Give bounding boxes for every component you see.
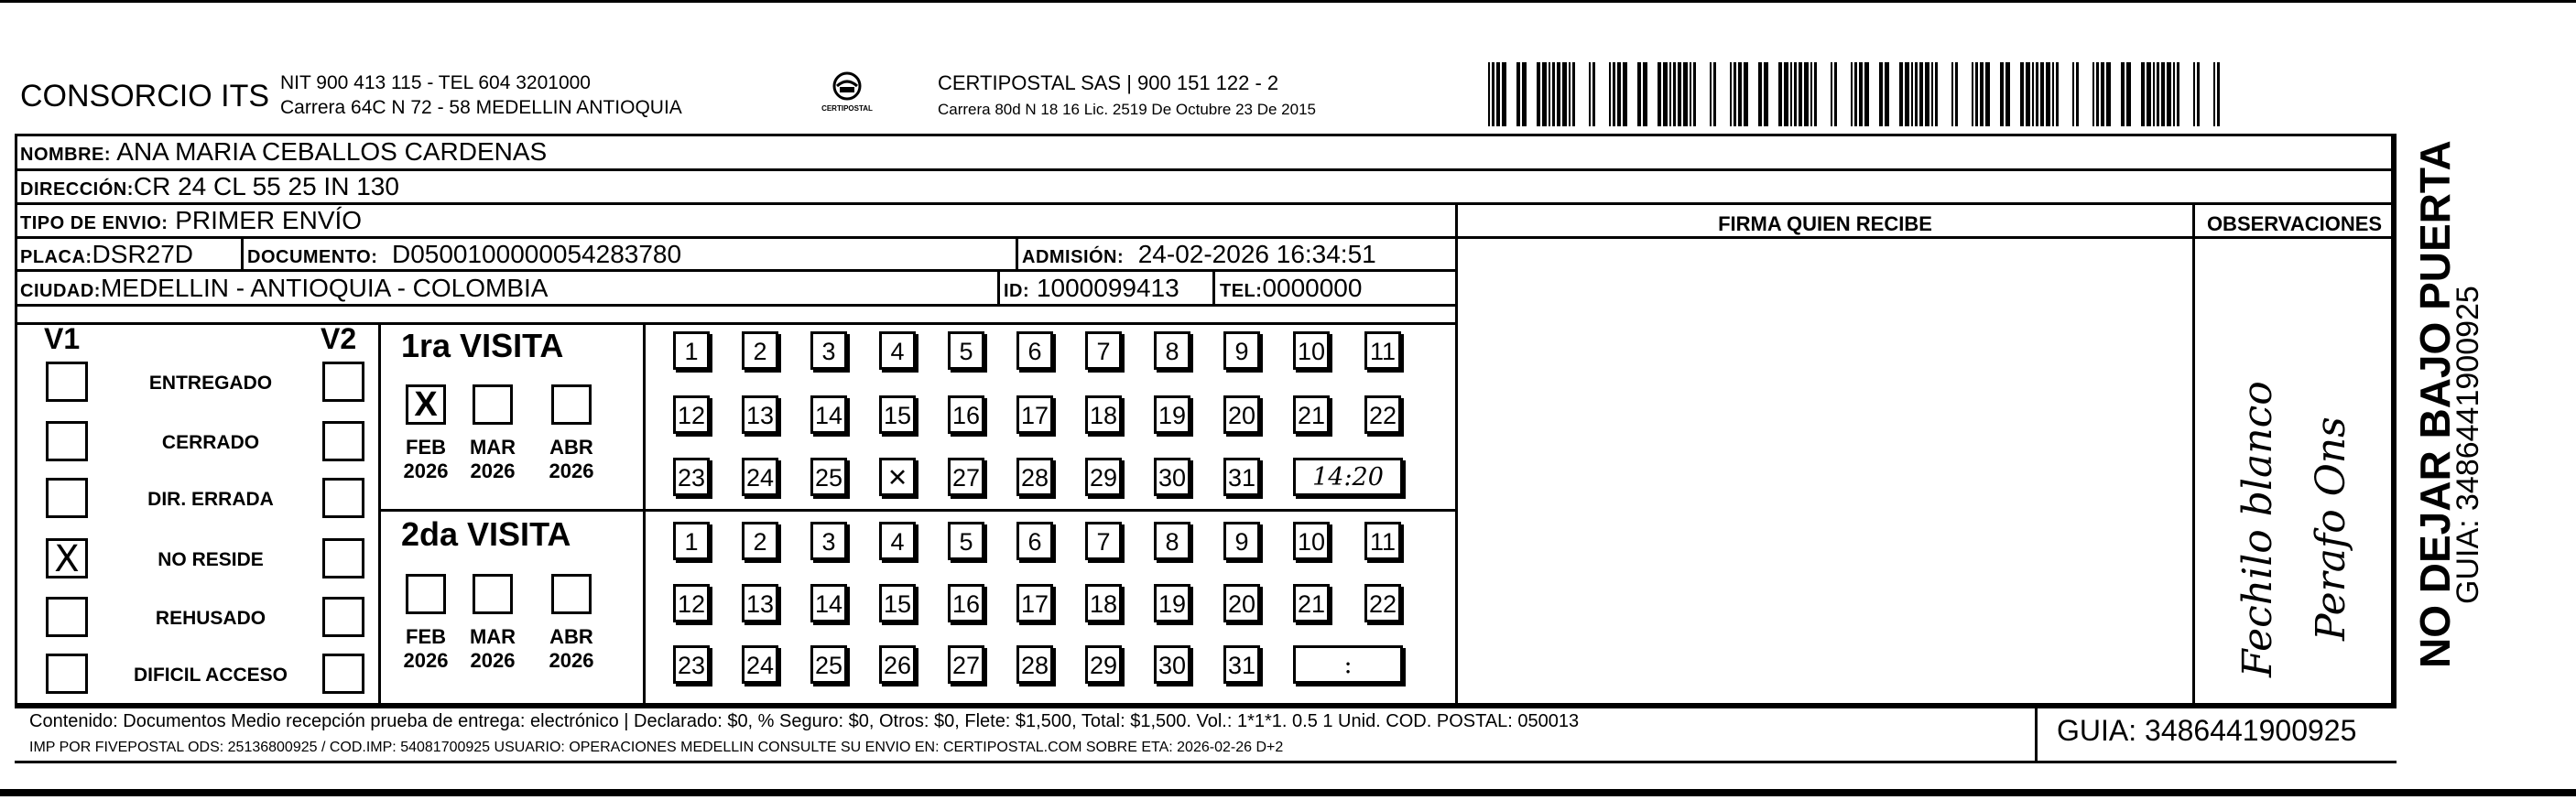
day-box[interactable]: 21 — [1293, 395, 1330, 434]
day-box[interactable]: 13 — [742, 395, 778, 434]
v2-checkbox[interactable] — [322, 478, 364, 518]
day-box[interactable]: 17 — [1016, 584, 1053, 622]
month-label: MAR — [469, 625, 516, 648]
footer-imp: IMP POR FIVEPOSTAL ODS: 25136800925 / COD.IMP: 54081700925 USUARIO: OPERACIONES MEDELLIN CONSULTE SU ENVIO EN: CERTIPOSTAL.COM SOBRE ETA: 2026-02-26 D+2 — [29, 740, 1284, 755]
v2-checkbox[interactable] — [322, 538, 364, 578]
day-box[interactable]: 5 — [948, 331, 984, 370]
v1-checkbox[interactable] — [46, 478, 88, 518]
day-box[interactable]: 14 — [810, 395, 847, 434]
month-checkbox[interactable] — [406, 384, 446, 425]
day-box[interactable]: 23 — [673, 458, 710, 496]
month-checkbox[interactable] — [473, 384, 513, 425]
day-box[interactable]: 20 — [1223, 395, 1260, 434]
day-box[interactable]: 31 — [1223, 645, 1260, 684]
v2-checkbox[interactable] — [322, 421, 364, 461]
day-box[interactable]: 11 — [1364, 522, 1401, 560]
tipo-envio-field: TIPO DE ENVIO: PRIMER ENVÍO — [20, 206, 363, 234]
carrier-address: Carrera 80d N 18 16 Lic. 2519 De Octubre 23 De 2015 — [938, 101, 1316, 118]
day-box[interactable]: 8 — [1154, 331, 1190, 370]
status-label: REHUSADO — [155, 608, 266, 629]
day-box[interactable]: 10 — [1293, 522, 1330, 560]
day-box[interactable]: 31 — [1223, 458, 1260, 496]
month-checkbox[interactable] — [406, 574, 446, 614]
day-box[interactable]: 12 — [673, 395, 710, 434]
day-box[interactable]: 2 — [742, 331, 778, 370]
status-label: DIFICIL ACCESO — [133, 665, 288, 686]
year-label: 2026 — [403, 459, 449, 482]
footer-contenido: Contenido: Documentos Medio recepción prueba de entrega: electrónico | Declarado: $0, % Seguro: $0, Otros: $0, Flete: $1,500, Total: $1,500. Vol.: 1*1*1. 0.5 1 Unid. COD. POSTAL: 050013 — [29, 711, 1580, 731]
day-box[interactable]: 15 — [879, 395, 916, 434]
scan-edge-bottom — [0, 789, 2576, 796]
v1-header: V1 — [44, 322, 81, 355]
day-box[interactable]: 11 — [1364, 331, 1401, 370]
day-box[interactable]: 18 — [1085, 584, 1122, 622]
firma-header: FIRMA QUIEN RECIBE — [1718, 212, 1932, 235]
id-value: 1000099413 — [1036, 274, 1179, 302]
day-box[interactable]: 23 — [673, 645, 710, 684]
documento-field: DOCUMENTO: D0500100000054283780 — [247, 240, 682, 268]
day-box[interactable]: 6 — [1016, 522, 1053, 560]
year-label: 2026 — [470, 459, 516, 482]
observation-handwriting-1: Fechilo blanco — [2234, 381, 2281, 677]
day-box-crossed[interactable]: ✕ — [879, 458, 916, 496]
status-label: NO RESIDE — [158, 549, 264, 570]
v1-checkbox[interactable] — [46, 421, 88, 461]
month-label: MAR — [469, 436, 516, 459]
day-box[interactable]: 16 — [948, 584, 984, 622]
ciudad-field: CIUDAD:MEDELLIN - ANTIOQUIA - COLOMBIA — [20, 274, 549, 302]
day-box[interactable]: 9 — [1223, 522, 1260, 560]
month-label: FEB — [406, 436, 446, 459]
day-box[interactable]: 1 — [673, 522, 710, 560]
tel-value: 0000000 — [1262, 274, 1363, 302]
day-box[interactable]: 6 — [1016, 331, 1053, 370]
day-box[interactable]: 25 — [810, 458, 847, 496]
day-box[interactable]: 26 — [879, 645, 916, 684]
observaciones-header: OBSERVACIONES — [2206, 212, 2383, 235]
v2-header: V2 — [321, 322, 357, 355]
month-label: ABR — [549, 625, 593, 648]
status-label: ENTREGADO — [148, 373, 273, 394]
placa-field: PLACA:DSR27D — [20, 240, 194, 268]
company-nit: NIT 900 413 115 - TEL 604 3201000 — [280, 72, 591, 93]
carrier-name: CERTIPOSTAL SAS | 900 151 122 - 2 — [938, 71, 1279, 94]
direccion-value: CR 24 CL 55 25 IN 130 — [133, 172, 399, 200]
nombre-field: NOMBRE: ANA MARIA CEBALLOS CARDENAS — [20, 137, 548, 166]
v1-checkbox[interactable] — [46, 362, 88, 402]
day-box[interactable]: 30 — [1154, 458, 1190, 496]
day-box[interactable]: 1 — [673, 331, 710, 370]
month-checkbox[interactable] — [551, 384, 592, 425]
day-box[interactable]: 28 — [1016, 645, 1053, 684]
day-box[interactable]: 3 — [810, 331, 847, 370]
year-label: 2026 — [549, 649, 594, 672]
tel-field: TEL:0000000 — [1220, 274, 1363, 302]
day-box[interactable]: 20 — [1223, 584, 1260, 622]
day-box[interactable]: 16 — [948, 395, 984, 434]
day-box[interactable]: 2 — [742, 522, 778, 560]
admision-field: ADMISIÓN: 24-02-2026 16:34:51 — [1022, 240, 1376, 268]
time-box[interactable]: : — [1293, 645, 1403, 684]
admision-value: 24-02-2026 16:34:51 — [1137, 240, 1376, 268]
day-box[interactable]: 24 — [742, 458, 778, 496]
day-box[interactable]: 29 — [1085, 645, 1122, 684]
day-box[interactable]: 7 — [1085, 522, 1122, 560]
day-box[interactable]: 22 — [1364, 395, 1401, 434]
day-box[interactable]: 3 — [810, 522, 847, 560]
scan-edge-top — [0, 0, 2576, 3]
day-box[interactable]: 19 — [1154, 584, 1190, 622]
day-box[interactable]: 4 — [879, 522, 916, 560]
day-box[interactable]: 27 — [948, 645, 984, 684]
day-box[interactable]: 27 — [948, 458, 984, 496]
day-box[interactable]: 30 — [1154, 645, 1190, 684]
day-box[interactable]: 5 — [948, 522, 984, 560]
day-box[interactable]: 19 — [1154, 395, 1190, 434]
side-guia: GUIA: 3486441900925 — [2451, 286, 2485, 604]
v2-checkbox[interactable] — [322, 654, 364, 694]
documento-value: D0500100000054283780 — [391, 240, 682, 268]
v1-checkbox[interactable] — [46, 538, 88, 578]
check-mark: X — [54, 538, 80, 580]
second-visit-title: 2da VISITA — [401, 515, 571, 553]
day-box[interactable]: 29 — [1085, 458, 1122, 496]
certipostal-logo: CERTIPOSTAL — [815, 70, 879, 121]
nombre-value: ANA MARIA CEBALLOS CARDENAS — [116, 137, 548, 166]
month-label: FEB — [406, 625, 446, 648]
company-name: CONSORCIO ITS — [20, 79, 270, 114]
day-box[interactable]: 10 — [1293, 331, 1330, 370]
observation-handwriting-2: Perafo Ons — [2308, 416, 2354, 641]
status-label: DIR. ERRADA — [147, 489, 274, 510]
day-box[interactable]: 9 — [1223, 331, 1260, 370]
year-label: 2026 — [403, 649, 449, 672]
direccion-field: DIRECCIÓN:CR 24 CL 55 25 IN 130 — [20, 172, 399, 200]
day-box[interactable]: 18 — [1085, 395, 1122, 434]
placa-value: DSR27D — [92, 240, 194, 268]
ciudad-value: MEDELLIN - ANTIOQUIA - COLOMBIA — [100, 274, 549, 302]
day-box[interactable]: 4 — [879, 331, 916, 370]
day-box[interactable]: 21 — [1293, 584, 1330, 622]
time-box[interactable]: 14:20 — [1293, 458, 1403, 496]
v2-checkbox[interactable] — [322, 597, 364, 637]
v2-checkbox[interactable] — [322, 362, 364, 402]
day-box[interactable]: 28 — [1016, 458, 1053, 496]
day-box[interactable]: 12 — [673, 584, 710, 622]
month-checkbox[interactable] — [473, 574, 513, 614]
side-warning: NO DEJAR BAJO PUERTA — [2411, 140, 2459, 668]
v1-checkbox[interactable] — [46, 597, 88, 637]
status-label: CERRADO — [161, 432, 260, 453]
company-address: Carrera 64C N 72 - 58 MEDELLIN ANTIOQUIA — [280, 97, 682, 118]
month-checkbox[interactable] — [551, 574, 592, 614]
id-field: ID: 1000099413 — [1004, 274, 1179, 302]
day-box[interactable]: 14 — [810, 584, 847, 622]
v1-checkbox[interactable] — [46, 654, 88, 694]
day-box[interactable]: 24 — [742, 645, 778, 684]
day-box[interactable]: 22 — [1364, 584, 1401, 622]
barcode — [1488, 62, 2221, 126]
tipo-envio-value: PRIMER ENVÍO — [175, 206, 363, 234]
first-visit-title: 1ra VISITA — [401, 327, 564, 364]
day-box[interactable]: 17 — [1016, 395, 1053, 434]
month-label: ABR — [549, 436, 593, 459]
day-box[interactable]: 8 — [1154, 522, 1190, 560]
day-box[interactable]: 7 — [1085, 331, 1122, 370]
day-box[interactable]: 13 — [742, 584, 778, 622]
year-label: 2026 — [470, 649, 516, 672]
day-box[interactable]: 25 — [810, 645, 847, 684]
check-mark: X — [414, 385, 438, 424]
year-label: 2026 — [549, 459, 594, 482]
day-box[interactable]: 15 — [879, 584, 916, 622]
footer-guia: GUIA: 3486441900925 — [2057, 714, 2357, 747]
